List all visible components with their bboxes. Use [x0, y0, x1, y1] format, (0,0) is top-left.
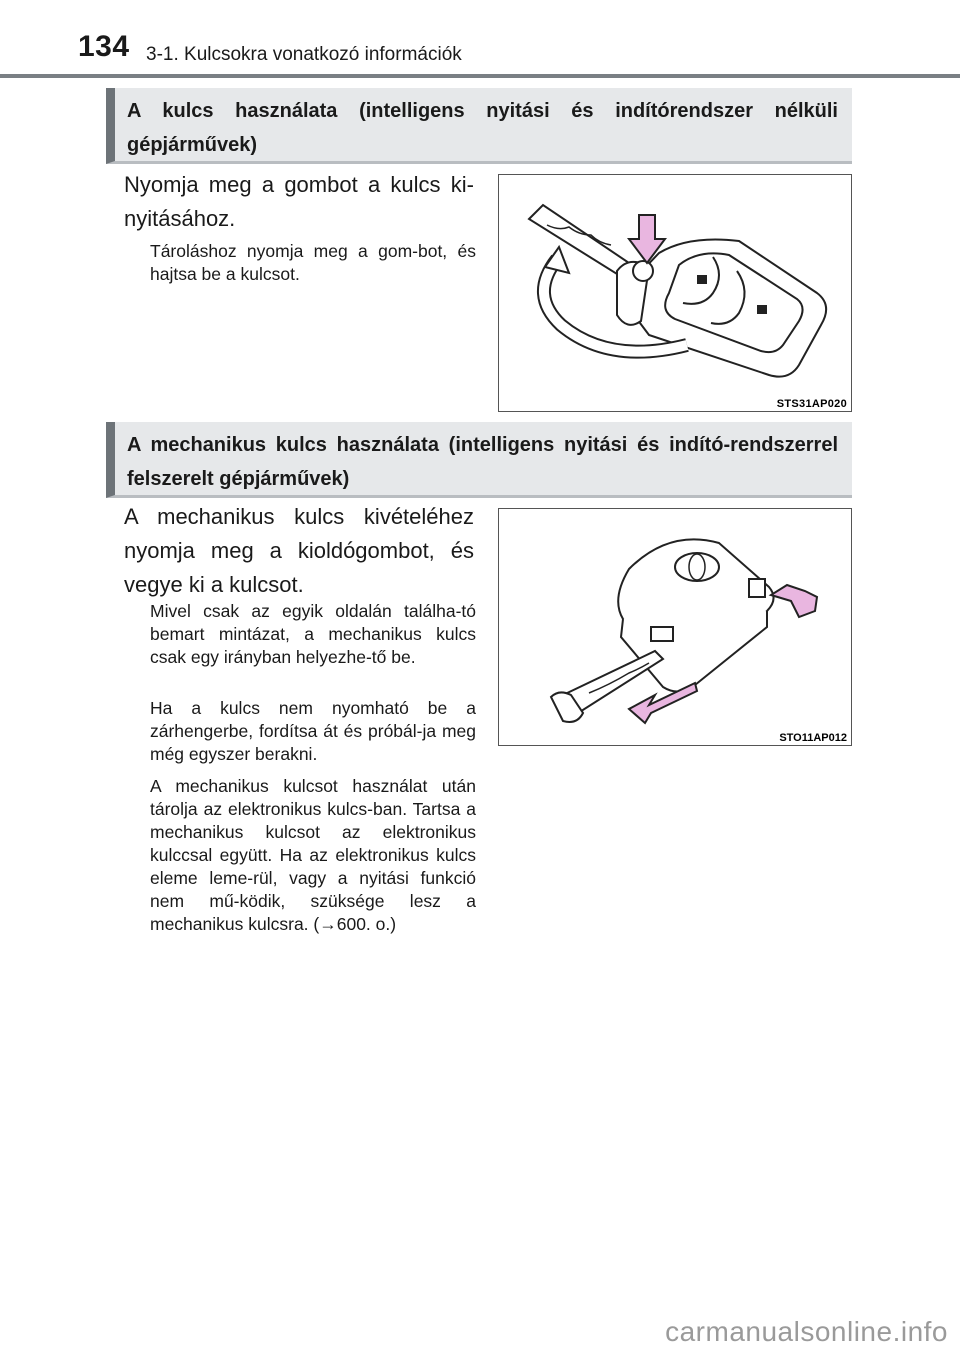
section-heading-text: A mechanikus kulcs használata (intelligens nyitási és indító-rendszerrel felszerelt gépjárművek)	[127, 434, 838, 490]
watermark: carmanualsonline.info	[665, 1316, 948, 1347]
figure-flip-key	[498, 174, 852, 412]
figure-code: STS31AP020	[776, 398, 847, 410]
figure-code: STO11AP012	[779, 732, 847, 744]
note-key-orientation: Mivel csak az egyik oldalán találha-tó bemart mintázat, a mechanikus kulcs csak egy irányban helyezhe-tő be.	[150, 601, 476, 667]
section-heading-key-usage	[106, 88, 852, 164]
section-heading-text: A kulcs használata (intelligens nyitási és indítórendszer nélküli gépjárművek)	[127, 100, 838, 156]
note-store-mechanical-key: A mechanikus kulcsot használat után tárolja az elektronikus kulcs-ban. Tartsa a mechanikus kulcsot az elektronikus kulccsal együtt. Ha az elektronikus kulcs eleme leme-rül, vagy a nyitási funkció nem mű-ködik, szüksége lesz a mechanikus kulcsra. (→600. o.)	[150, 776, 476, 934]
figure-smart-key	[498, 508, 852, 746]
section-heading-mechanical-key	[106, 422, 852, 498]
note-store-key: Tároláshoz nyomja meg a gom-bot, és hajtsa be a kulcsot.	[150, 241, 476, 284]
page-header	[0, 0, 960, 80]
instruction-unfold-key: Nyomja meg a gombot a kulcs ki-nyitásához.	[124, 172, 474, 231]
flip-key-illustration	[499, 175, 853, 413]
page-number: 134	[78, 30, 130, 63]
instruction-remove-mechanical-key: A mechanikus kulcs kivételéhez nyomja meg a kioldógombot, és vegye ki a kulcsot.	[124, 504, 474, 597]
header-rule	[0, 74, 960, 78]
note-flip-and-retry: Ha a kulcs nem nyomható be a zárhengerbe, fordítsa át és próbál-ja meg még egyszer berakni.	[150, 698, 476, 764]
chapter-title: 3-1. Kulcsokra vonatkozó információk	[146, 44, 462, 65]
smart-key-illustration	[499, 509, 853, 747]
